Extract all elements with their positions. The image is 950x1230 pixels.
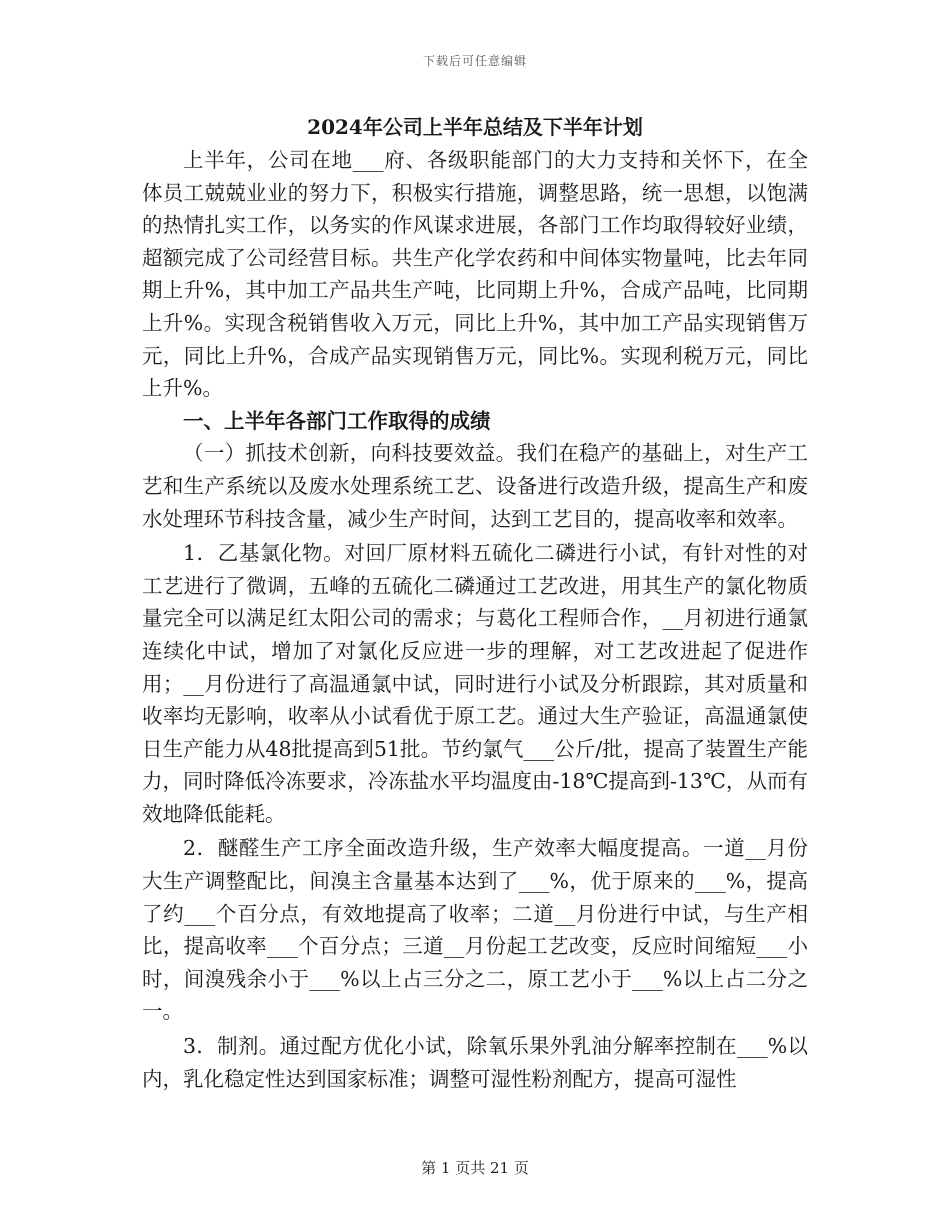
document-title: 2024年公司上半年总结及下半年计划 bbox=[307, 115, 643, 139]
page-number-footer: 第 1 页共 21 页 bbox=[421, 1159, 529, 1177]
paragraph-item-1: 1．乙基氯化物。对回厂原材料五硫化二磷进行小试，有针对性的对工艺进行了微调，五峰的五硫化二磷通过工艺改进，用其生产的氯化物质量完全可以满足红太阳公司的需求；与葛化工程师合作，__月初进行通氯连续化中试，增加了对氯化反应进一步的理解，对工艺改进起了促进作用；__月份进行了高温通氯中试，同时进行小试及分析跟踪，其对质量和收率均无影响，收率从小试看优于原工艺。通过大生产验证，高温通氯使日生产能力从48批提高到51批。节约氯气___公斤/批，提高了装置生产能力，同时降低冷冻要求，冷冻盐水平均温度由-18℃提高到-13℃，从而有效地降低能耗。 bbox=[142, 541, 808, 826]
section-heading-achievements: 一、上半年各部门工作取得的成绩 bbox=[183, 408, 491, 433]
page-header-note: 下载后可任意编辑 bbox=[422, 54, 527, 68]
paragraph-intro: 上半年，公司在地___府、各级职能部门的大力支持和关怀下，在全体员工兢兢业业的努力下，积极实行措施，调整思路，统一思想，以饱满的热情扎实工作，以务实的作风谋求进展，各部门工作均取得较好业绩，超额完成了公司经营目标。共生产化学农药和中间体实物量吨，比去年同期上升%，其中加工产品共生产吨，比同期上升%，合成产品吨，比同期上升%。实现含税销售收入万元，同比上升%，其中加工产品实现销售万元，同比上升%，合成产品实现销售万元，同比%。实现利税万元，同比上升%。 bbox=[142, 148, 808, 401]
document-body bbox=[142, 112, 808, 1095]
paragraph-item-3: 3．制剂。通过配方优化小试，除氧乐果外乳油分解率控制在___%以内，乳化稳定性达到国家标准；调整可湿性粉剂配方，提高可湿性 bbox=[142, 1034, 808, 1091]
paragraph-item-2: 2．醚醛生产工序全面改造升级，生产效率大幅度提高。一道__月份大生产调整配比，间溴主含量基本达到了___%，优于原来的___%，提高了约___个百分点，有效地提高了收率；二道__月份进行中试，与生产相比，提高收率___个百分点；三道__月份起工艺改变，反应时间缩短___小时，间溴残余小于___%以上占三分之二，原工艺小于___%以上占二分之一。 bbox=[142, 836, 808, 1024]
paragraph-tech-innovation: （一）抓技术创新，向科技要效益。我们在稳产的基础上，对生产工艺和生产系统以及废水处理系统工艺、设备进行改造升级，提高生产和废水处理环节科技含量，减少生产时间，达到工艺目的，提高收率和效率。 bbox=[142, 441, 808, 531]
